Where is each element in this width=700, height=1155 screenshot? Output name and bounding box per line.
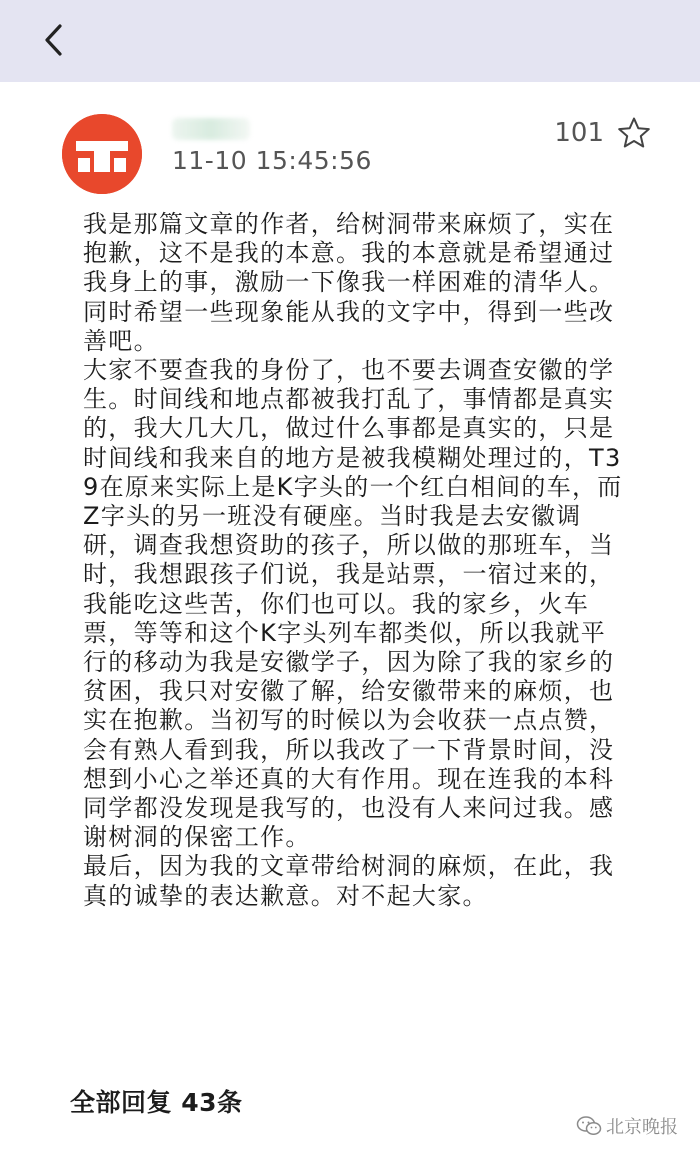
wechat-icon	[576, 1115, 602, 1137]
back-button[interactable]	[34, 14, 78, 66]
post-timestamp: 11-10 15:45:56	[172, 146, 372, 175]
all-replies-count[interactable]: 全部回复 43条	[70, 1088, 243, 1117]
top-navigation-bar	[0, 0, 700, 82]
star-button[interactable]	[616, 116, 652, 150]
treehole-logo-icon	[62, 114, 142, 194]
post-paragraph: 最后，因为我的文章带给树洞的麻烦，在此，我真的诚挚的表达歉意。对不起大家。	[83, 852, 615, 910]
chevron-left-icon	[34, 14, 78, 66]
avatar[interactable]	[62, 114, 142, 194]
post-content	[83, 210, 623, 911]
star-count: 101	[554, 118, 604, 148]
source-watermark	[576, 1113, 678, 1139]
user-name-blurred	[172, 118, 250, 140]
watermark-text: 北京晚报	[606, 1117, 678, 1138]
post-paragraph: 大家不要查我的身份了，也不要去调查安徽的学生。时间线和地点都被我打乱了，事情都是真实的，我大几大几，做过什么事都是真实的，只是时间线和我来自的地方是被我模糊处理过的，T39在原来实际上是K字头的一个红白相间的车，而Z字头的另一班没有硬座。当时我是去安徽调研，调查我想资助的孩子，所以做的那班车，当时，我想跟孩子们说，我是站票，一宿过来的，我能吃这些苦，你们也可以。我的家乡，火车票，等等和这个K字头列车都类似，所以我就平行的移动为我是安徽学子，因为除了我的家乡的贫困，我只对安徽了解，给安徽带来的麻烦，也实在抱歉。当初写的时候以为会收获一点点赞，会有熟人看到我，所以我改了一下背景时间，没想到小心之举还真的大有作用。现在连我的本科同学都没发现是我写的，也没有人来问过我。感谢树洞的保密工作。	[83, 356, 623, 852]
post-header	[0, 82, 700, 202]
post-paragraph: 我是那篇文章的作者，给树洞带来麻烦了，实在抱歉，这不是我的本意。我的本意就是希望通过我身上的事，激励一下像我一样困难的清华人。同时希望一些现象能从我的文字中，得到一些改善吧。	[83, 210, 615, 355]
star-outline-icon	[616, 116, 652, 150]
